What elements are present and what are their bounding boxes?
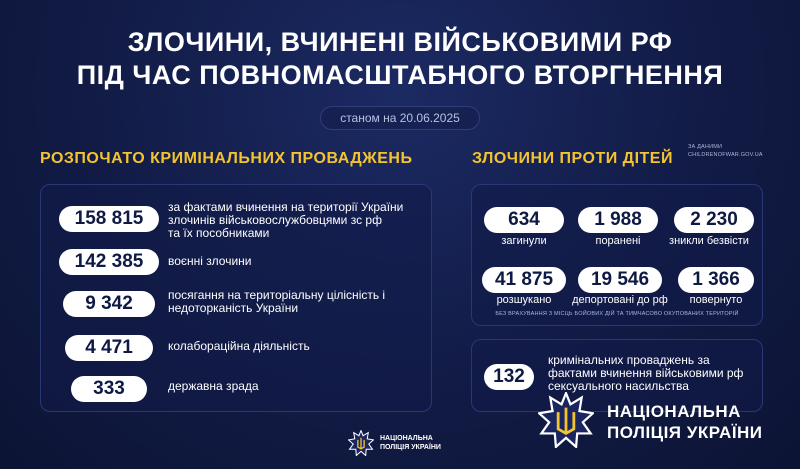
source-line-1: ЗА ДАНИМИ [688,144,723,150]
label-line: фактами вчинення військовими рф [548,366,744,380]
stat-pill-sexual-violence: 132 [484,364,534,390]
logo-small-text [380,434,441,452]
title-line-2: ПІД ЧАС ПОВНОМАСШТАБНОГО ВТОРГНЕННЯ [76,60,724,90]
stat-label-territorial [168,289,418,315]
stat-label-injured: поранені [595,235,641,247]
stat-label-found: розшукано [496,294,552,306]
stat-pill-territorial: 9 342 [63,291,155,317]
children-panel [471,184,763,326]
logo-big-text [607,401,763,443]
logo-line: НАЦІОНАЛЬНА [607,402,741,421]
source-line-2: CHILDRENOFWAR.GOV.UA [688,152,763,158]
stat-label-returned: повернуто [689,294,743,306]
stat-label-criminal-total [168,201,418,240]
label-line: злочинів військовослужбовцями зс рф [168,213,382,227]
stat-label-war-crimes: воєнні злочини [168,254,252,268]
stat-label-sexual-violence [548,354,758,393]
stat-pill-deported: 19 546 [578,267,662,293]
label-line: сексуального насильства [548,379,689,393]
stat-pill-killed: 634 [484,207,564,233]
logo-line: ПОЛІЦІЯ УКРАЇНИ [607,423,763,442]
label-line: та їх пособниками [168,226,270,240]
stat-pill-criminal-total: 158 815 [59,206,159,232]
criminal-panel [40,184,432,412]
stat-label-killed: загинули [501,235,547,247]
label-line: посягання на територіальну цілісність і [168,288,386,302]
label-line: недоторканість України [168,301,299,315]
police-star-icon [348,430,374,456]
logo-line: НАЦІОНАЛЬНА [380,435,433,442]
stat-pill-injured: 1 988 [578,207,658,233]
logo-line: ПОЛІЦІЯ УКРАЇНИ [380,444,441,451]
date-label: станом на 20.06.2025 [320,106,480,130]
stat-pill-missing: 2 230 [674,207,754,233]
stat-pill-found: 41 875 [482,267,566,293]
page-title [0,26,800,92]
stat-label-treason: державна зрада [168,379,259,393]
stat-pill-returned: 1 366 [678,267,754,293]
stat-label-missing: зникли безвісти [669,235,749,247]
stat-label-deported: депортовані до рф [572,294,668,306]
stat-pill-war-crimes: 142 385 [59,249,159,275]
label-line: кримінальних проваджень за [548,353,710,367]
children-heading: ЗЛОЧИНИ ПРОТИ ДІТЕЙ [472,150,673,167]
label-line: за фактами вчинення на території України [168,200,404,214]
children-note: БЕЗ ВРАХУВАННЯ З МІСЦЬ БОЙОВИХ ДІЙ ТА ТИМЧАСОВО ОКУПОВАНИХ ТЕРИТОРІЙ [495,311,739,317]
criminal-heading: РОЗПОЧАТО КРИМІНАЛЬНИХ ПРОВАДЖЕНЬ [40,150,413,167]
title-line-1: ЗЛОЧИНИ, ВЧИНЕНІ ВІЙСЬКОВИМИ РФ [127,27,673,57]
source-note [688,143,778,159]
stat-pill-treason: 333 [71,376,147,402]
stat-label-collaboration: колабораційна діяльність [168,339,310,353]
police-star-icon [538,392,594,448]
stat-pill-collaboration: 4 471 [65,335,153,361]
